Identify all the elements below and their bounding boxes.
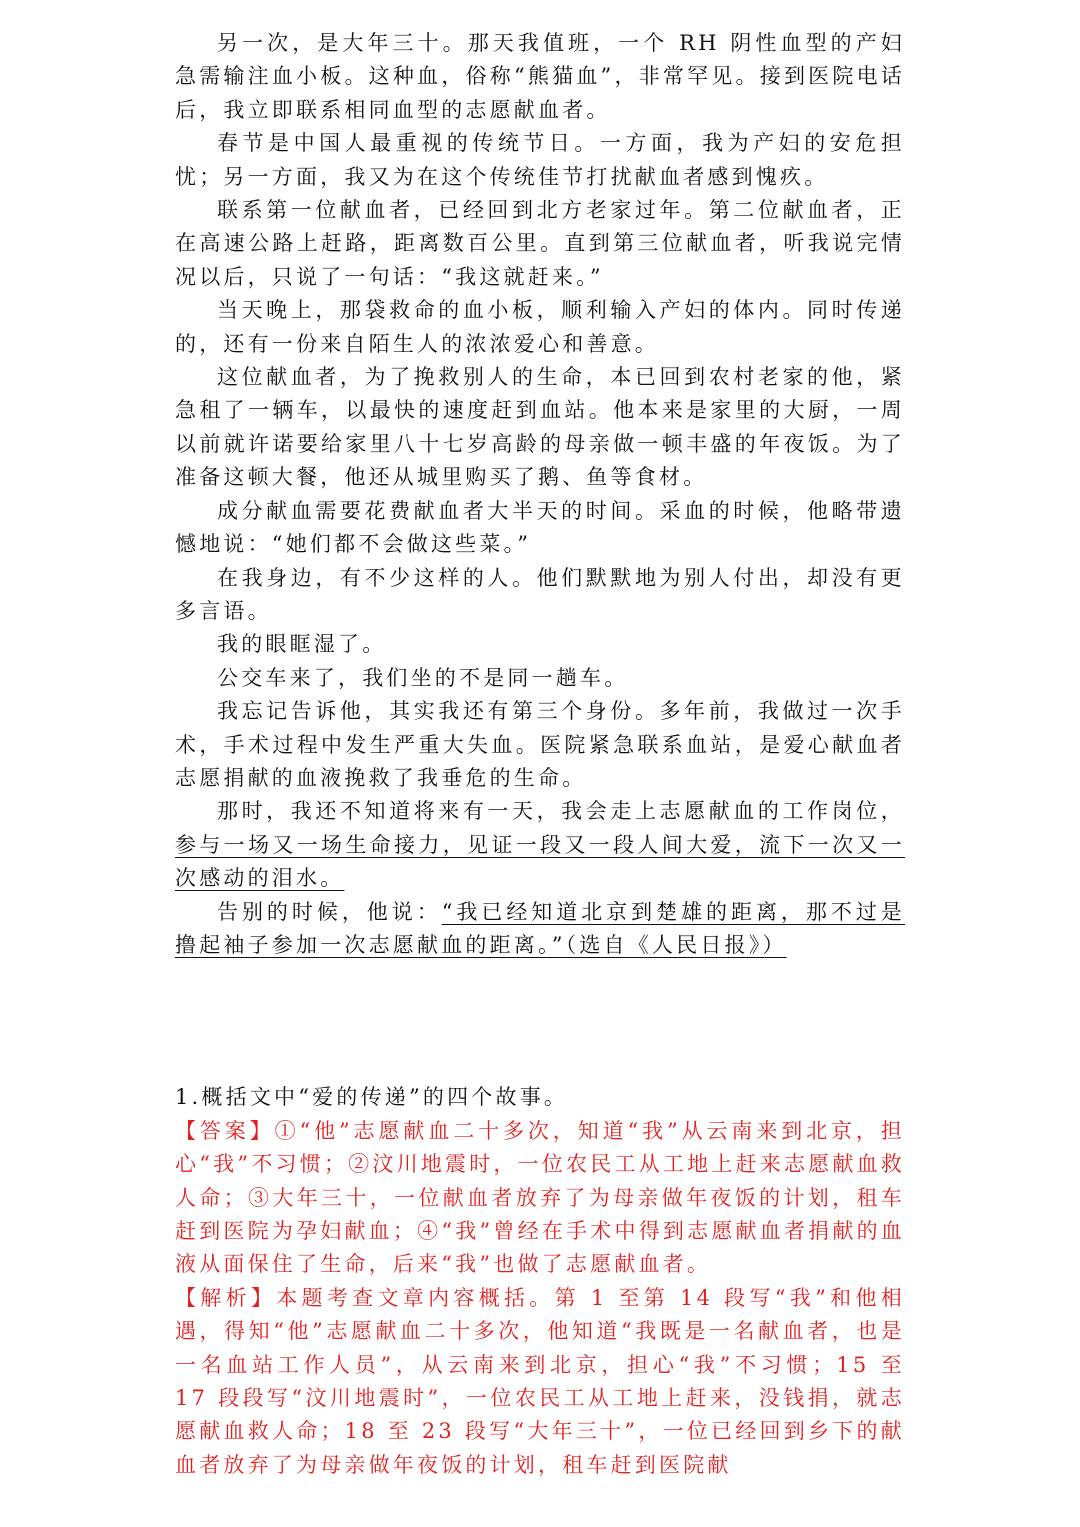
answer-tag: 【答案】 bbox=[175, 1118, 275, 1143]
passage-paragraph-3: 联系第一位献血者，已经回到北方老家过年。第二位献血者，正在高速公路上赶路，距离数百公里。直到第三位献血者，听我说完情况以后，只说了一句话：“我这就赶来。” bbox=[175, 198, 905, 289]
passage-paragraph-10: 我忘记告诉他，其实我还有第三个身份。多年前，我做过一次手术，手术过程中发生严重大失血。医院紧急联系血站，是爱心献血者志愿捐献的血液挽救了我垂危的生命。 bbox=[175, 699, 905, 790]
paragraph-12-plain: 告别的时候，他说： bbox=[217, 899, 442, 924]
underlined-sentence-1: 参与一场又一场生命接力，见证一段又一段人间大爱，流下一次又一次感动的泪水。 bbox=[175, 832, 905, 891]
passage-paragraph-12 bbox=[175, 896, 905, 963]
answer-block bbox=[175, 1115, 905, 1282]
question-1: 1.概括文中“爱的传递”的四个故事。 bbox=[175, 1085, 569, 1110]
passage-paragraph-11 bbox=[175, 795, 905, 895]
analysis-block bbox=[175, 1282, 905, 1482]
passage-paragraph-8: 我的眼眶湿了。 bbox=[217, 632, 387, 657]
analysis-text: 本题考查文章内容概括。第 1 至第 14 段写“我”和他相遇，得知“他”志愿献血二十多次，他知道“我既是一名献血者，也是一名血站工作人员”，从云南来到北京，担心“我”不习惯；15 至 17 段段写“汶川地震时”，一位农民工从工地上赶来，没钱捐，就志愿献血救人命；18 至 23 段写“大年三十”，一位已经回到乡下的献血者放弃了为母亲做年夜饭的计划，租车赶到医院献 bbox=[175, 1285, 905, 1477]
underlined-sentence-2: “我已经知道北京到楚雄的距离，那不过是撸起袖子参加一次志愿献血的距离。”（选自《人民日报》） bbox=[175, 899, 905, 957]
passage-paragraph-1: 另一次，是大年三十。那天我值班，一个 RH 阴性血型的产妇急需输注血小板。这种血，俗称“熊猫血”，非常罕见。接到医院电话后，我立即联系相同血型的志愿献血者。 bbox=[175, 31, 905, 122]
section-spacer bbox=[175, 962, 905, 1081]
passage-paragraph-9: 公交车来了，我们坐的不是同一趟车。 bbox=[217, 665, 629, 690]
answer-text: ①“他”志愿献血二十多次，知道“我”从云南来到北京，担心“我”不习惯；②汶川地震时，一位农民工从工地上赶来志愿献血救人命；③大年三十，一位献血者放弃了为母亲做年夜饭的计划，租车赶到医院为孕妇献血；④“我”曾经在手术中得到志愿献血者捐献的血液从面保住了生命，后来“我”也做了志愿献血者。 bbox=[175, 1118, 905, 1277]
passage-paragraph-4: 当天晚上，那袋救命的血小板，顺利输入产妇的体内。同时传递的，还有一份来自陌生人的浓浓爱心和善意。 bbox=[175, 298, 905, 356]
analysis-tag: 【解析】 bbox=[175, 1285, 277, 1310]
document-page bbox=[175, 27, 905, 1482]
passage-paragraph-5: 这位献血者，为了挽救别人的生命，本已回到农村老家的他，紧急租了一辆车，以最快的速度赶到血站。他本来是家里的大厨，一周以前就许诺要给家里八十七岁高龄的母亲做一顿丰盛的年夜饭。为了准备这顿大餐，他还从城里购买了鹅、鱼等食材。 bbox=[175, 365, 905, 490]
passage-paragraph-2: 春节是中国人最重视的传统节日。一方面，我为产妇的安危担忧；另一方面，我又为在这个传统佳节打扰献血者感到愧疚。 bbox=[175, 131, 905, 189]
passage-paragraph-6: 成分献血需要花费献血者大半天的时间。采血的时候，他略带遗憾地说：“她们都不会做这些菜。” bbox=[175, 498, 905, 557]
passage-paragraph-7: 在我身边，有不少这样的人。他们默默地为别人付出，却没有更多言语。 bbox=[175, 565, 905, 623]
paragraph-11-plain: 那时，我还不知道将来有一天，我会走上志愿献血的工作岗位， bbox=[217, 799, 905, 824]
